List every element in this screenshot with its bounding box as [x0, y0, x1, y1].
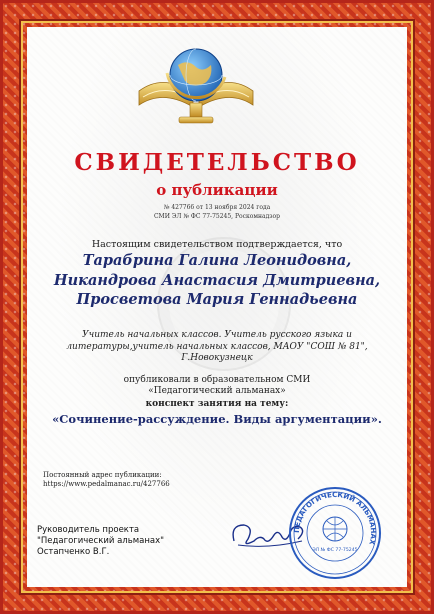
position-line: литературы,учитель начальных классов, МАОУ "СОШ № 81", — [66, 341, 368, 352]
konspekt-label: конспект занятия на тему: — [145, 399, 289, 409]
certificate-number: № 427766 от 13 ноября 2024 года — [163, 204, 271, 211]
author-position — [43, 330, 391, 365]
publication-topic: «Сочинение-рассуждение. Виды аргументации». — [52, 412, 382, 426]
address-link[interactable]: https://www.pedalmanac.ru/427766 — [43, 480, 170, 488]
position-line: Г.Новокузнецк — [181, 353, 253, 363]
media-name: «Педагогический альманах» — [148, 386, 286, 396]
author-name: Тарабрина Галина Леонидовна, — [82, 252, 352, 269]
published-line: опубликовали в образовательном СМИ — [123, 375, 311, 385]
director-project: "Педагогический альманах" — [37, 536, 165, 546]
certificate-title: СВИДЕТЕЛЬСТВО — [74, 149, 360, 176]
publication-info — [3, 375, 431, 397]
globe-book-emblem-icon — [133, 33, 259, 133]
position-line: Учитель начальных классов. Учитель русского языка и — [82, 330, 352, 340]
author-names — [13, 251, 421, 310]
director-title: Руководитель проекта — [37, 525, 140, 535]
round-seal-icon — [287, 485, 383, 581]
seal-outer-text: ПЕДАГОГИЧЕСКИЙ АЛЬМАНАХ — [292, 490, 378, 546]
director-name: Остапченко В.Г. — [37, 547, 110, 557]
director-block — [37, 525, 164, 558]
certificate-subtitle: о публикации — [156, 181, 278, 199]
author-name: Никандрова Анастасия Дмитриевна, — [53, 271, 381, 289]
seal-inner-text: ЭЛ № ФС 77-75245 — [312, 548, 358, 553]
address-label: Постоянный адрес публикации: — [43, 471, 162, 479]
intro-text: Настоящим свидетельством подтверждается, что — [91, 239, 343, 250]
author-name: Просветова Мария Геннадьевна — [76, 291, 358, 308]
registration-line: СМИ ЭЛ № ФС 77-75245, Роскомнадзор — [153, 213, 281, 220]
publication-address — [43, 471, 170, 489]
